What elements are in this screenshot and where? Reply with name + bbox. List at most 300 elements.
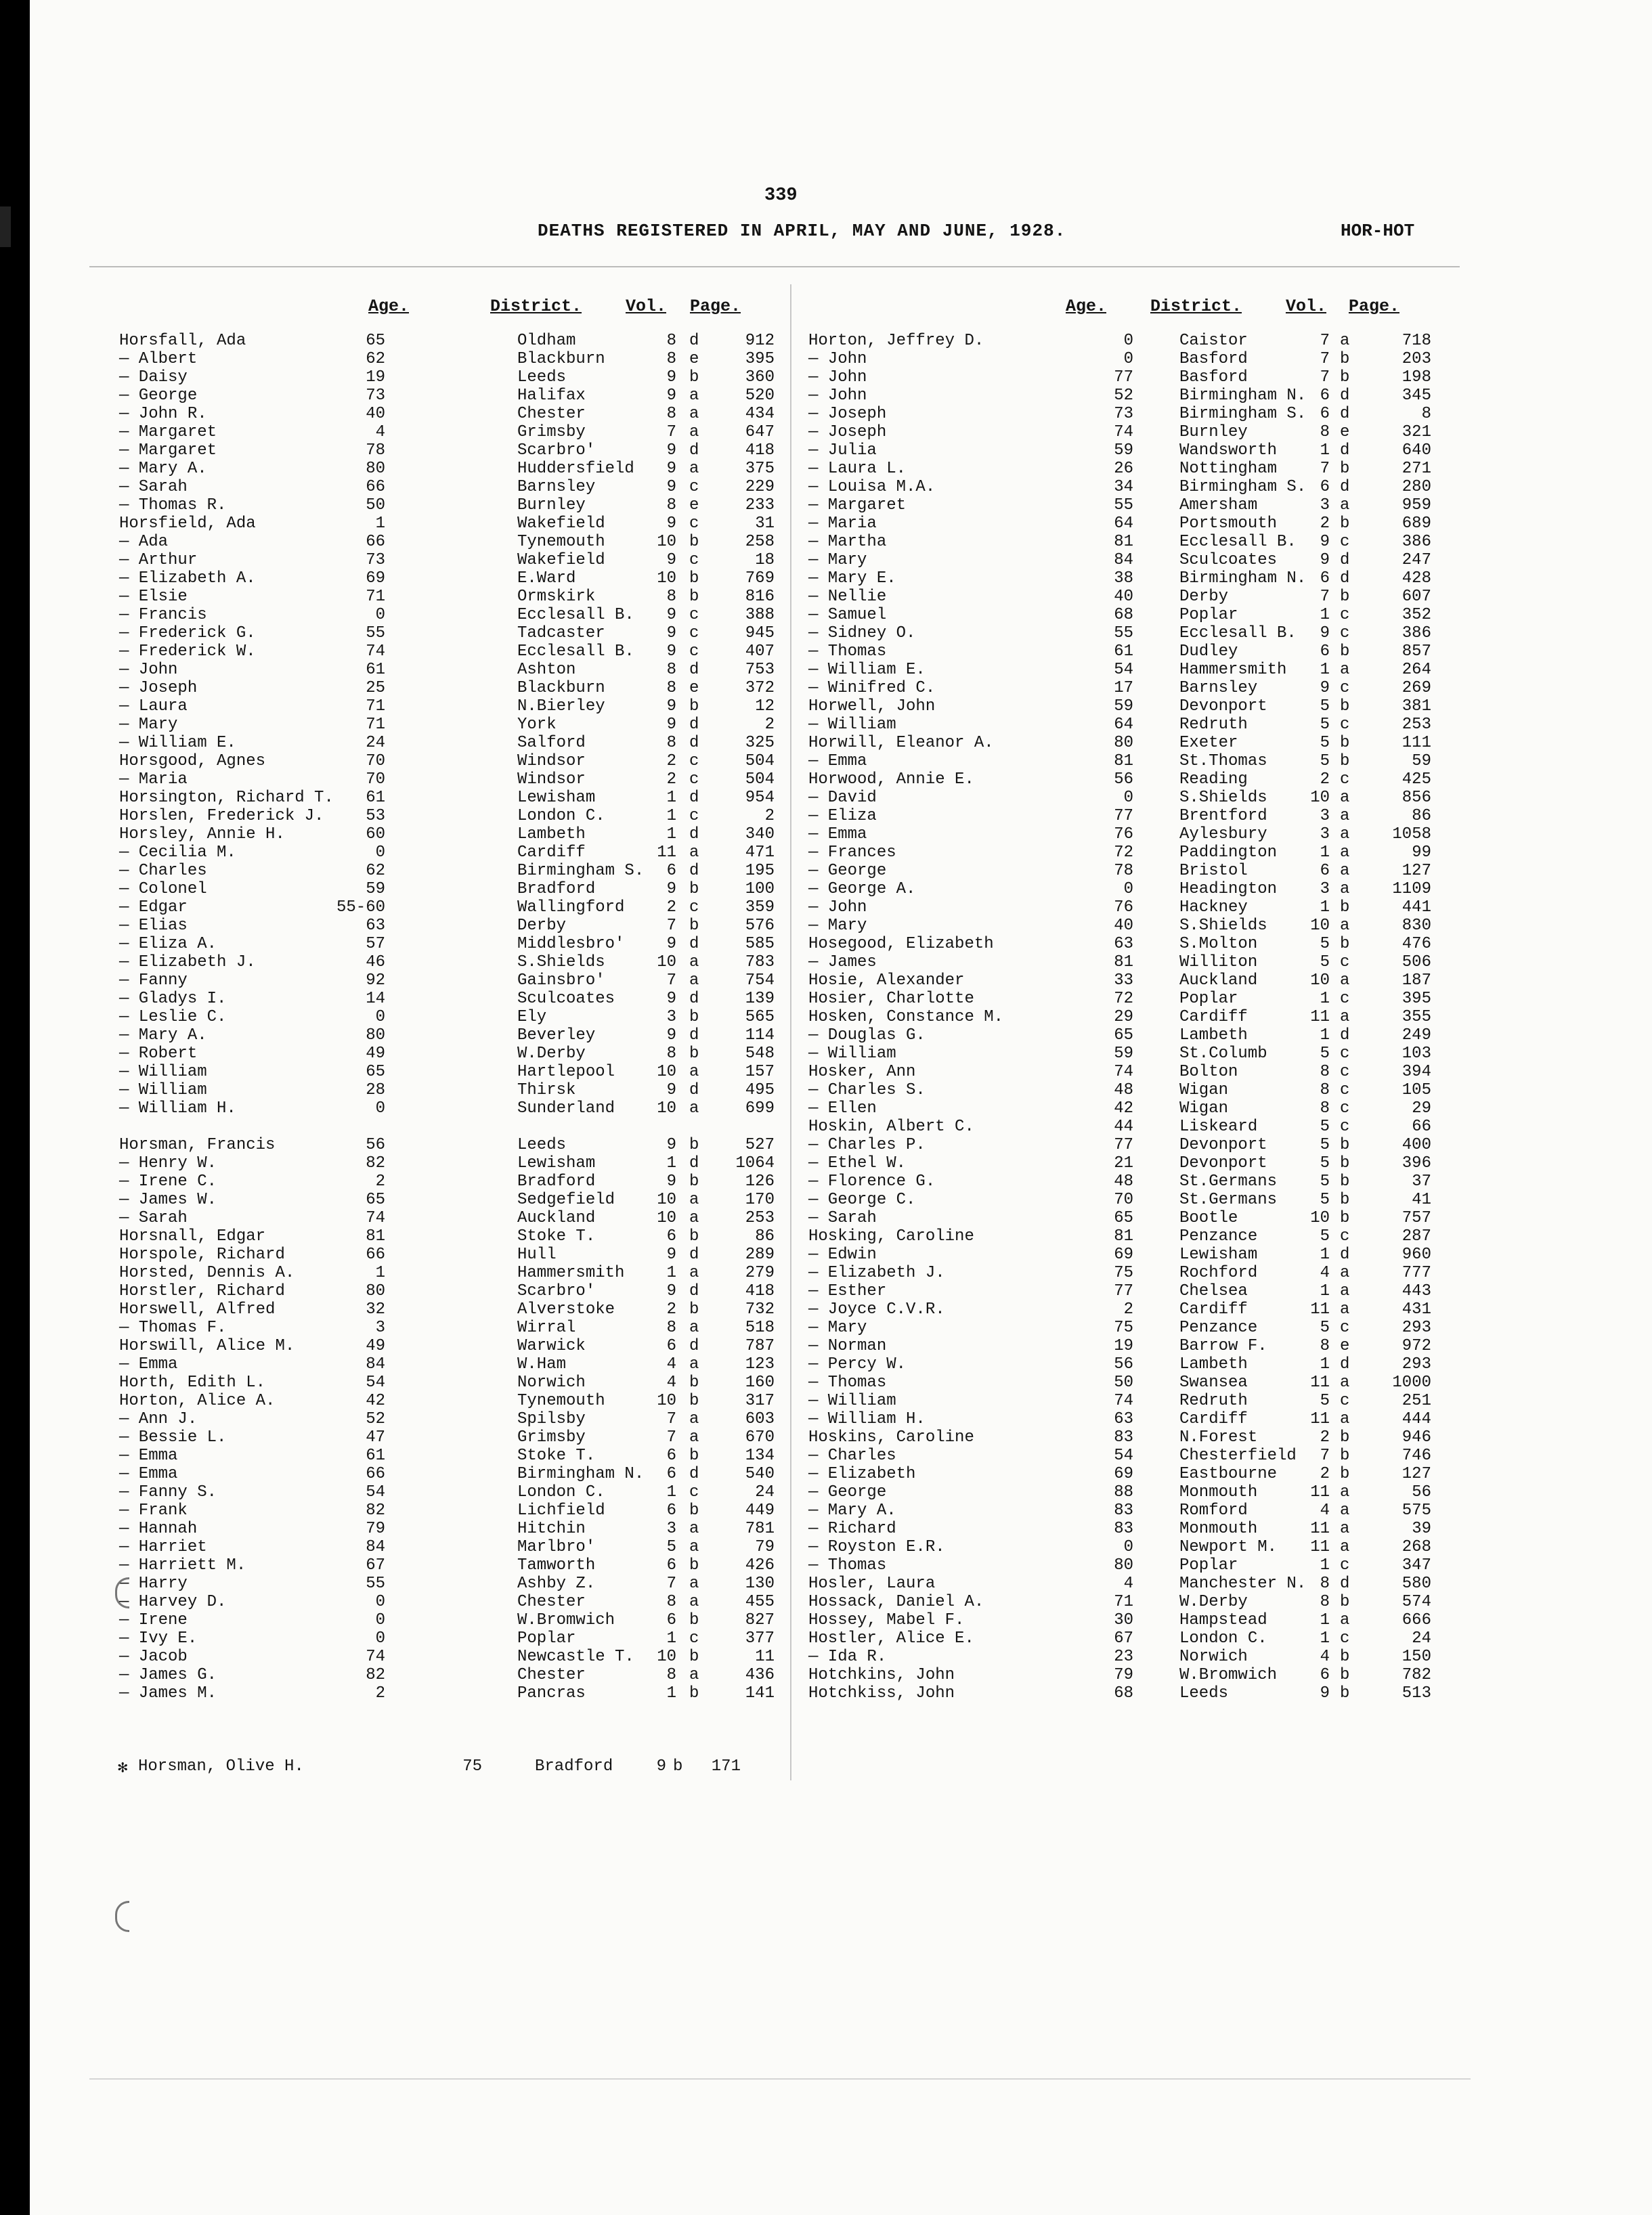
entry-page: 1000 <box>1392 1374 1431 1392</box>
entry-district: Pancras <box>517 1684 586 1703</box>
register-entry <box>808 441 1485 460</box>
entry-page: 574 <box>1401 1593 1431 1611</box>
entry-name: — Mary <box>119 716 178 734</box>
entry-vol: 9 <box>666 606 676 624</box>
entry-district: Marlbro' <box>517 1538 596 1556</box>
entry-district: Amersham <box>1179 496 1258 514</box>
entry-district: Tynemouth <box>517 1392 605 1410</box>
register-entry <box>808 478 1485 496</box>
entry-vol-letter: d <box>1340 1575 1350 1593</box>
entry-vol: 7 <box>1320 350 1330 368</box>
entry-age: 73 <box>366 387 385 405</box>
entry-name: — Thomas <box>808 1374 887 1392</box>
entry-vol-letter: b <box>1340 588 1350 606</box>
register-entry <box>808 514 1485 533</box>
entry-district: S.Shields <box>517 953 605 971</box>
entry-age: 79 <box>1114 1666 1133 1684</box>
entry-vol-letter: c <box>689 624 699 642</box>
entry-page: 425 <box>1401 770 1431 789</box>
entry-vol: 5 <box>1320 734 1330 752</box>
entry-page: 436 <box>745 1666 775 1684</box>
entry-vol-letter: d <box>1340 387 1350 405</box>
entry-page: 123 <box>745 1355 775 1374</box>
entry-vol-letter: d <box>1340 1026 1350 1045</box>
footnote-vol: 9 <box>656 1757 666 1776</box>
register-entry <box>808 405 1485 423</box>
entry-district: Devonport <box>1179 1154 1267 1172</box>
entry-name: — Irene <box>119 1611 188 1629</box>
entry-age: 33 <box>1114 971 1133 990</box>
entry-vol: 10 <box>1310 917 1330 935</box>
range-code: HOR-HOT <box>1341 221 1415 241</box>
entry-page: 443 <box>1401 1282 1431 1300</box>
header-vol-left: Vol. <box>626 297 667 316</box>
entry-age: 55 <box>1114 624 1133 642</box>
entry-district: London C. <box>517 807 605 825</box>
entry-age: 80 <box>366 460 385 478</box>
entry-name: — Albert <box>119 350 198 368</box>
entry-age: 0 <box>375 1629 385 1648</box>
register-entry <box>119 1611 796 1629</box>
entry-name: — Sidney O. <box>808 624 916 642</box>
entry-vol-letter: d <box>689 1081 699 1099</box>
entry-district: Penzance <box>1179 1227 1258 1246</box>
entry-page: 317 <box>745 1392 775 1410</box>
register-entry <box>119 789 796 807</box>
entry-name: Hosking, Caroline <box>808 1227 974 1246</box>
entry-vol: 6 <box>666 1556 676 1575</box>
entry-vol-letter: b <box>689 1172 699 1191</box>
entry-vol: 11 <box>1310 1520 1330 1538</box>
entry-vol: 6 <box>666 1447 676 1465</box>
entry-age: 48 <box>1114 1172 1133 1191</box>
entry-vol-letter: b <box>689 917 699 935</box>
entry-name: Hosier, Charlotte <box>808 990 974 1008</box>
register-entry <box>808 1227 1485 1246</box>
entry-age: 40 <box>1114 588 1133 606</box>
entry-district: Wakefield <box>517 514 605 533</box>
entry-page: 428 <box>1401 569 1431 588</box>
entry-name: — William <box>808 1392 896 1410</box>
entry-vol-letter: c <box>689 770 699 789</box>
entry-vol-letter: d <box>1340 441 1350 460</box>
entry-age: 67 <box>366 1556 385 1575</box>
entry-district: Manchester N. <box>1179 1575 1307 1593</box>
entry-age: 49 <box>366 1045 385 1063</box>
entry-page: 99 <box>1412 843 1431 862</box>
entry-age: 61 <box>366 661 385 679</box>
register-entry <box>808 752 1485 770</box>
entry-vol-letter: c <box>689 898 699 917</box>
entry-page: 607 <box>1401 588 1431 606</box>
entry-age: 84 <box>366 1355 385 1374</box>
register-entry <box>119 1154 796 1172</box>
register-entry <box>808 898 1485 917</box>
register-entry <box>808 1428 1485 1447</box>
entry-age: 21 <box>1114 1154 1133 1172</box>
entry-page: 689 <box>1401 514 1431 533</box>
entry-vol-letter: b <box>1340 460 1350 478</box>
entry-vol-letter: c <box>689 478 699 496</box>
entry-age: 62 <box>366 862 385 880</box>
entry-vol: 1 <box>1320 1246 1330 1264</box>
entry-page: 279 <box>745 1264 775 1282</box>
entry-vol-letter: a <box>689 1666 699 1684</box>
entry-page: 1058 <box>1392 825 1431 843</box>
entry-age: 71 <box>366 697 385 716</box>
entry-district: Ecclesall B. <box>1179 533 1297 551</box>
entry-age: 42 <box>1114 1099 1133 1118</box>
entry-district: Birmingham N. <box>517 1465 645 1483</box>
entry-page: 86 <box>755 1227 775 1246</box>
entry-vol-letter: c <box>1340 770 1350 789</box>
entry-vol-letter: a <box>1340 971 1350 990</box>
entry-vol: 10 <box>657 1648 676 1666</box>
entry-vol: 1 <box>666 807 676 825</box>
entry-vol-letter: c <box>1340 1227 1350 1246</box>
entry-district: Ecclesall B. <box>517 642 634 661</box>
entry-page: 548 <box>745 1045 775 1063</box>
entry-page: 258 <box>745 533 775 551</box>
entry-name: — Robert <box>119 1045 198 1063</box>
entry-age: 78 <box>1114 862 1133 880</box>
entry-name: Horswill, Alice M. <box>119 1337 295 1355</box>
register-entry <box>808 1392 1485 1410</box>
entry-vol-letter: b <box>689 1227 699 1246</box>
entry-name: — David <box>808 789 877 807</box>
register-entry <box>119 1337 796 1355</box>
entry-name: — Francis <box>119 606 207 624</box>
entry-page: 418 <box>745 441 775 460</box>
entry-district: Ecclesall B. <box>517 606 634 624</box>
entry-vol-letter: e <box>1340 423 1350 441</box>
entry-district: Monmouth <box>1179 1483 1258 1501</box>
entry-age: 76 <box>1114 825 1133 843</box>
entry-age: 64 <box>1114 716 1133 734</box>
entry-vol-letter: c <box>689 514 699 533</box>
register-entry <box>808 1575 1485 1593</box>
entry-name: — Laura L. <box>808 460 907 478</box>
entry-page: 59 <box>1412 752 1431 770</box>
entry-vol-letter: a <box>689 1319 699 1337</box>
entry-name: — Harvey D. <box>119 1593 227 1611</box>
entry-district: Blackburn <box>517 679 605 697</box>
entry-vol: 9 <box>1320 551 1330 569</box>
register-entry <box>808 1684 1485 1703</box>
entry-vol-letter: b <box>1340 350 1350 368</box>
entry-district: Alverstoke <box>517 1300 615 1319</box>
entry-page: 37 <box>1412 1172 1431 1191</box>
entry-vol-letter: b <box>1340 642 1350 661</box>
register-entry <box>119 1063 796 1081</box>
entry-name: — Martha <box>808 533 887 551</box>
entry-district: Windsor <box>517 752 586 770</box>
entry-vol: 9 <box>666 624 676 642</box>
entry-page: 520 <box>745 387 775 405</box>
register-entry <box>808 971 1485 990</box>
entry-vol-letter: b <box>689 588 699 606</box>
entry-age: 76 <box>1114 898 1133 917</box>
entry-vol-letter: a <box>689 423 699 441</box>
entry-vol: 9 <box>666 935 676 953</box>
entry-vol: 8 <box>1320 423 1330 441</box>
entry-page: 395 <box>1401 990 1431 1008</box>
entry-age: 81 <box>366 1227 385 1246</box>
entry-district: Penzance <box>1179 1319 1258 1337</box>
entry-name: — John <box>808 387 867 405</box>
entry-vol-letter: c <box>1340 533 1350 551</box>
register-entry <box>808 807 1485 825</box>
entry-district: Lichfield <box>517 1501 605 1520</box>
entry-page: 79 <box>755 1538 775 1556</box>
register-entry <box>119 917 796 935</box>
entry-page: 160 <box>745 1374 775 1392</box>
entry-vol: 10 <box>657 1191 676 1209</box>
entry-age: 0 <box>1123 789 1133 807</box>
entry-age: 59 <box>1114 1045 1133 1063</box>
entry-page: 114 <box>745 1026 775 1045</box>
entry-name: — George <box>808 1483 887 1501</box>
entry-age: 81 <box>1114 1227 1133 1246</box>
register-entry <box>808 1465 1485 1483</box>
entry-page: 340 <box>745 825 775 843</box>
entry-page: 150 <box>1401 1648 1431 1666</box>
entry-vol-letter: c <box>689 551 699 569</box>
register-entry <box>119 1538 796 1556</box>
entry-vol: 1 <box>1320 898 1330 917</box>
entry-vol-letter: b <box>689 1611 699 1629</box>
entry-age: 75 <box>1114 1264 1133 1282</box>
footnote-age: 75 <box>462 1757 482 1776</box>
entry-name: — Margaret <box>119 423 217 441</box>
entry-page: 746 <box>1401 1447 1431 1465</box>
header-district-left: District. <box>490 297 582 316</box>
entry-name: — Sarah <box>119 1209 188 1227</box>
entry-name: — Irene C. <box>119 1172 217 1191</box>
register-entry <box>119 1099 796 1118</box>
entry-name: — Sarah <box>119 478 188 496</box>
entry-vol: 5 <box>1320 716 1330 734</box>
entry-vol: 4 <box>1320 1648 1330 1666</box>
entry-vol-letter: b <box>689 1374 699 1392</box>
entry-page: 603 <box>745 1410 775 1428</box>
register-entry <box>119 1282 796 1300</box>
entry-name: — William <box>119 1081 207 1099</box>
entry-vol-letter: c <box>1340 716 1350 734</box>
entry-name: — Richard <box>808 1520 896 1538</box>
entry-age: 69 <box>1114 1246 1133 1264</box>
entry-age: 57 <box>366 935 385 953</box>
entry-vol-letter: a <box>1340 807 1350 825</box>
entry-page: 253 <box>1401 716 1431 734</box>
entry-age: 55 <box>1114 496 1133 514</box>
entry-name: — William H. <box>119 1099 236 1118</box>
entry-age: 55 <box>366 1575 385 1593</box>
entry-name: — Joseph <box>808 423 887 441</box>
entry-page: 960 <box>1401 1246 1431 1264</box>
entry-vol: 1 <box>1320 441 1330 460</box>
entry-age: 70 <box>366 770 385 789</box>
entry-vol-letter: c <box>1340 1629 1350 1648</box>
entry-page: 504 <box>745 752 775 770</box>
entry-vol-letter: a <box>689 1264 699 1282</box>
entry-page: 269 <box>1401 679 1431 697</box>
footnote-district: Bradford <box>535 1757 613 1776</box>
entry-district: Ecclesall B. <box>1179 624 1297 642</box>
entry-vol-letter: c <box>1340 679 1350 697</box>
entry-name: — James W. <box>119 1191 217 1209</box>
entry-vol-letter: b <box>689 368 699 387</box>
entry-vol-letter: b <box>1340 1447 1350 1465</box>
entry-vol-letter: b <box>689 569 699 588</box>
entry-vol: 9 <box>666 990 676 1008</box>
entry-page: 170 <box>745 1191 775 1209</box>
entry-district: Barnsley <box>1179 679 1258 697</box>
header-district-right: District. <box>1150 297 1242 316</box>
entry-vol-letter: b <box>689 1045 699 1063</box>
register-entry <box>808 588 1485 606</box>
register-entry <box>119 1172 796 1191</box>
entry-page: 386 <box>1401 624 1431 642</box>
entry-vol: 1 <box>1320 990 1330 1008</box>
entry-vol-letter: c <box>689 1483 699 1501</box>
entry-vol-letter: a <box>1340 1264 1350 1282</box>
entry-age: 2 <box>1123 1300 1133 1319</box>
entry-name: — Charles <box>119 862 207 880</box>
entry-vol: 6 <box>666 1227 676 1246</box>
entry-vol: 9 <box>666 1246 676 1264</box>
entry-page: 504 <box>745 770 775 789</box>
register-entry <box>119 1483 796 1501</box>
entry-name: — Eliza <box>808 807 877 825</box>
entry-page: 268 <box>1401 1538 1431 1556</box>
entry-age: 48 <box>1114 1081 1133 1099</box>
entry-age: 40 <box>366 405 385 423</box>
register-entry <box>119 1648 796 1666</box>
entry-page: 830 <box>1401 917 1431 935</box>
entry-age: 59 <box>366 880 385 898</box>
entry-age: 74 <box>1114 423 1133 441</box>
entry-vol: 6 <box>1320 405 1330 423</box>
entry-age: 59 <box>1114 441 1133 460</box>
entry-age: 79 <box>366 1520 385 1538</box>
entry-age: 66 <box>366 1465 385 1483</box>
register-entry <box>119 1501 796 1520</box>
entry-vol-letter: a <box>689 971 699 990</box>
entry-page: 12 <box>755 697 775 716</box>
entry-vol: 8 <box>666 1593 676 1611</box>
register-entry <box>119 1684 796 1703</box>
entry-page: 127 <box>1401 1465 1431 1483</box>
entry-district: Grimsby <box>517 1428 586 1447</box>
register-entry <box>119 697 796 716</box>
entry-age: 64 <box>1114 514 1133 533</box>
entry-page: 580 <box>1401 1575 1431 1593</box>
entry-name: — Mary <box>808 1319 867 1337</box>
entry-vol-letter: a <box>1340 1300 1350 1319</box>
entry-name: — Ann J. <box>119 1410 198 1428</box>
header-age-left: Age. <box>368 297 410 316</box>
entry-name: — Fanny <box>119 971 188 990</box>
entry-name: Horsgood, Agnes <box>119 752 266 770</box>
entry-vol-letter: b <box>1340 368 1350 387</box>
entry-name: — John <box>808 368 867 387</box>
entry-age: 29 <box>1114 1008 1133 1026</box>
entry-page: 111 <box>1401 734 1431 752</box>
entry-name: — Maria <box>808 514 877 533</box>
entry-vol-letter: d <box>689 441 699 460</box>
entry-vol-letter: b <box>1340 898 1350 917</box>
entry-age: 82 <box>366 1666 385 1684</box>
register-entry <box>808 1556 1485 1575</box>
entry-vol: 5 <box>1320 953 1330 971</box>
entry-vol: 7 <box>666 971 676 990</box>
entry-vol-letter: a <box>689 405 699 423</box>
entry-vol: 7 <box>666 917 676 935</box>
entry-vol-letter: b <box>1340 1136 1350 1154</box>
entry-vol-letter: d <box>689 1465 699 1483</box>
entry-district: Leeds <box>517 1136 567 1154</box>
entry-age: 80 <box>1114 1556 1133 1575</box>
entry-name: — Royston E.R. <box>808 1538 945 1556</box>
entry-district: Bradford <box>517 1172 596 1191</box>
entry-age: 67 <box>1114 1629 1133 1648</box>
entry-name: — Charles S. <box>808 1081 926 1099</box>
entry-name: — Thomas <box>808 1556 887 1575</box>
entry-vol-letter: a <box>689 1593 699 1611</box>
entry-page: 187 <box>1401 971 1431 990</box>
entry-vol-letter: b <box>689 1556 699 1575</box>
entry-page: 325 <box>745 734 775 752</box>
entry-vol: 6 <box>1320 862 1330 880</box>
register-entry <box>119 1556 796 1575</box>
register-entry <box>808 551 1485 569</box>
entry-vol: 4 <box>1320 1501 1330 1520</box>
entry-vol-letter: a <box>689 1575 699 1593</box>
entry-vol-letter: b <box>689 697 699 716</box>
entry-age: 23 <box>1114 1648 1133 1666</box>
entry-age: 70 <box>366 752 385 770</box>
entry-age: 92 <box>366 971 385 990</box>
entry-name: — Bessie L. <box>119 1428 227 1447</box>
entry-page: 280 <box>1401 478 1431 496</box>
entry-vol-letter: a <box>689 460 699 478</box>
entry-vol-letter: a <box>1340 1538 1350 1556</box>
entry-age: 24 <box>366 734 385 752</box>
register-entry <box>119 1428 796 1447</box>
register-entry <box>808 1629 1485 1648</box>
entry-vol-letter: c <box>1340 1081 1350 1099</box>
register-entry <box>808 1136 1485 1154</box>
entry-vol: 1 <box>1320 661 1330 679</box>
entry-page: 769 <box>745 569 775 588</box>
entry-vol-letter: b <box>1340 1684 1350 1703</box>
entry-vol-letter: b <box>1340 1666 1350 1684</box>
entry-page: 782 <box>1401 1666 1431 1684</box>
entry-vol: 8 <box>666 679 676 697</box>
binding-hole-mark <box>115 1577 129 1608</box>
entry-name: — Mary <box>808 917 867 935</box>
entry-vol: 1 <box>666 1684 676 1703</box>
entry-district: Oldham <box>517 332 576 350</box>
entry-vol-letter: b <box>689 1648 699 1666</box>
entry-vol-letter: e <box>689 496 699 514</box>
entry-vol: 10 <box>657 533 676 551</box>
entry-district: Grimsby <box>517 423 586 441</box>
register-entry <box>119 460 796 478</box>
entry-vol: 10 <box>1310 971 1330 990</box>
entry-district: St.Germans <box>1179 1172 1278 1191</box>
